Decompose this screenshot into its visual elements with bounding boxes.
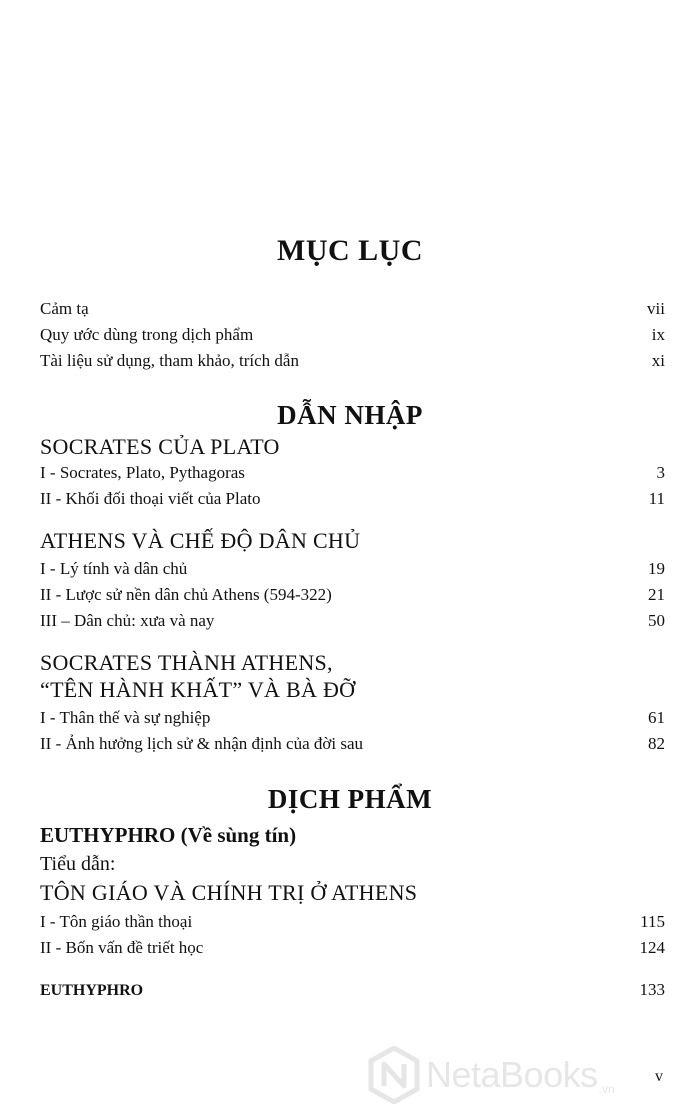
toc-entry-label: I - Tôn giáo thần thoại: [40, 912, 193, 931]
section-heading: SOCRATES CỦA PLATO: [40, 434, 280, 459]
toc-entry-page: vii: [647, 299, 665, 318]
section-heading-line1: SOCRATES THÀNH ATHENS,: [40, 650, 333, 675]
section-heading: ATHENS VÀ CHẾ ĐỘ DÂN CHỦ: [40, 528, 361, 553]
toc-entry-label: EUTHYPHRO: [40, 982, 144, 999]
toc-entry: [40, 350, 665, 372]
toc-entry: [40, 733, 665, 755]
toc-entry-page: 61: [648, 708, 665, 727]
toc-entry-label: III – Dân chủ: xưa và nay: [40, 611, 215, 630]
toc-title: MỤC LỤC: [277, 234, 423, 267]
watermark-suffix: .vn: [598, 1082, 615, 1096]
toc-entry: [40, 937, 665, 959]
toc-entry: [40, 324, 665, 346]
toc-entry-page: 21: [648, 585, 665, 604]
toc-entry-label: Cảm tạ: [40, 299, 89, 318]
toc-entry-page: 124: [639, 938, 665, 957]
toc-entry: [40, 488, 665, 510]
part-title-intro: DẪN NHẬP: [277, 400, 423, 430]
section-heading: TÔN GIÁO VÀ CHÍNH TRỊ Ở ATHENS: [40, 880, 418, 905]
toc-entry-label: II - Lược sử nền dân chủ Athens (594-322): [40, 585, 332, 604]
toc-entry-label: II - Ảnh hưởng lịch sử & nhận định của đời sau: [40, 734, 363, 753]
page-number: v: [655, 1068, 663, 1085]
toc-entry: [40, 707, 665, 729]
toc-entry-page: 3: [656, 463, 665, 482]
toc-entry-label: I - Thân thế và sự nghiệp: [40, 708, 211, 727]
work-heading: EUTHYPHRO (Về sùng tín): [40, 823, 297, 847]
toc-entry: [40, 610, 665, 632]
toc-entry-label: I - Socrates, Plato, Pythagoras: [40, 463, 245, 482]
toc-entry-label: Tài liệu sử dụng, tham khảo, trích dẫn: [40, 351, 299, 370]
netabooks-logo-icon: [368, 1046, 420, 1104]
toc-entry: [40, 298, 665, 320]
toc-entry-page: 133: [639, 980, 665, 999]
toc-entry: [40, 911, 665, 933]
watermark: [368, 1046, 615, 1104]
toc-entry: [40, 584, 665, 606]
toc-entry-page: 82: [648, 734, 665, 753]
toc-entry-page: 115: [640, 912, 665, 931]
toc-entry-label: II - Khối đối thoại viết của Plato: [40, 489, 261, 508]
toc-entry: [40, 558, 665, 580]
toc-entry-final: [40, 979, 665, 1002]
watermark-text: NetaBooks: [426, 1054, 598, 1095]
toc-entry: [40, 462, 665, 484]
toc-entry-page: 11: [648, 489, 665, 508]
toc-entry-page: 19: [648, 559, 665, 578]
toc-entry-page: 50: [648, 611, 665, 630]
toc-entry-label: II - Bốn vấn đề triết học: [40, 938, 204, 957]
toc-entry-page: xi: [651, 351, 665, 370]
sub-intro-label: Tiểu dẫn:: [40, 853, 116, 875]
part-title-translation: DỊCH PHẨM: [267, 784, 433, 814]
toc-entry-label: Quy ước dùng trong dịch phẩm: [40, 325, 254, 344]
toc-entry-label: I - Lý tính và dân chủ: [40, 559, 188, 578]
section-heading-line2: “TÊN HÀNH KHẤT” VÀ BÀ ĐỠ: [40, 677, 356, 702]
toc-entry-page: ix: [651, 325, 665, 344]
